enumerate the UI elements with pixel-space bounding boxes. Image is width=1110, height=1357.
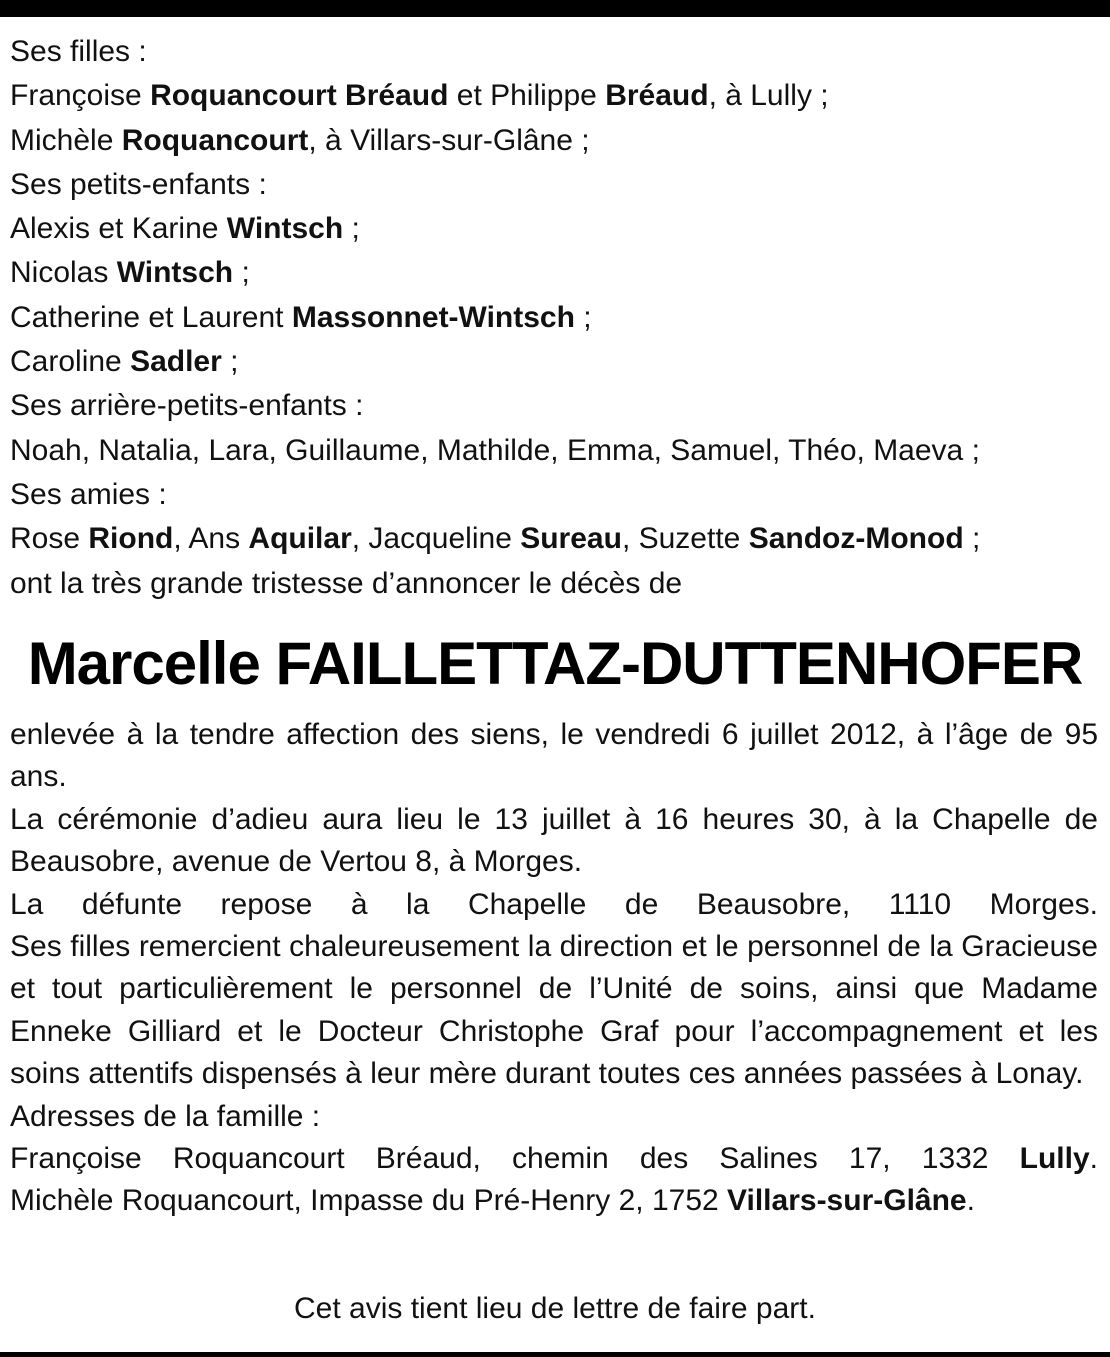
address-1-text: Françoise Roquancourt Bréaud, chemin des Salines 17, 1332 [10, 1142, 1020, 1176]
friends-heading: Ses amies : [10, 477, 167, 511]
grandchildren-heading: Ses petits-enfants : [10, 167, 267, 201]
friend-3-surname: Sureau [520, 522, 622, 556]
addresses-heading: Adresses de la famille : [10, 1099, 321, 1133]
friend-2-surname: Aquilar [248, 522, 352, 556]
grandchild-2-first: Nicolas [10, 256, 117, 290]
daughter-2-surname: Roquancourt [121, 123, 309, 157]
bottom-border-rule [0, 1352, 1110, 1357]
address-2-city: Villars-sur-Glâne [727, 1184, 967, 1218]
friends-tail: ; [963, 522, 981, 556]
grandchild-1-tail: ; [343, 212, 360, 246]
daughter-line-2 [10, 119, 1098, 163]
great-grandchildren-heading: Ses arrière-petits-enfants : [10, 389, 364, 423]
grandchild-4-tail: ; [221, 345, 239, 379]
address-1-tail: . [1089, 1142, 1098, 1176]
address-2-text: Michèle Roquancourt, Impasse du Pré-Henry 2, 1752 [10, 1184, 728, 1218]
address-1-city: Lully [1019, 1142, 1090, 1176]
great-grandchildren-names: Noah, Natalia, Lara, Guillaume, Mathilde, Emma, Samuel, Théo, Maeva ; [10, 433, 980, 467]
grandchild-4-first: Caroline [10, 345, 131, 379]
passing-paragraph: enlevée à la tendre affection des siens, le vendredi 6 juillet 2012, à l’âge de 95 ans. [10, 718, 1098, 794]
address-line-2 [10, 1180, 1098, 1222]
announcement-line: ont la très grande tristesse d’annoncer le décès de [10, 566, 683, 600]
grandchild-2-surname: Wintsch [116, 256, 234, 290]
grandchild-line-3 [10, 296, 1098, 340]
grandchild-3-tail: ; [574, 300, 592, 334]
grandchild-2-tail: ; [233, 256, 250, 290]
daughter-1-surname: Roquancourt Bréaud [150, 79, 449, 113]
address-2-tail: . [966, 1184, 975, 1218]
grandchild-3-surname: Massonnet-Wintsch [291, 300, 575, 334]
grandchild-1-surname: Wintsch [226, 212, 344, 246]
daughter-2-tail: , à Villars-sur-Glâne ; [308, 123, 590, 157]
daughter-line-1 [10, 74, 1098, 118]
ceremony-paragraph: La cérémonie d’adieu aura lieu le 13 juillet à 16 heures 30, à la Chapelle de Beausobre, avenue de Vertou 8, à Morges. [10, 802, 1098, 879]
top-border-rule [0, 0, 1110, 17]
friends-line [10, 517, 1098, 561]
grandchild-line-4 [10, 340, 1098, 384]
friend-4-surname: Sandoz-Monod [748, 522, 964, 556]
grandchild-line-1 [10, 207, 1098, 251]
closing-statement: Cet avis tient lieu de lettre de faire part. [294, 1292, 816, 1325]
friend-1-first: Rose [10, 522, 89, 556]
daughter-2-first-name: Michèle [10, 123, 122, 157]
grandchild-1-first: Alexis et Karine [10, 212, 227, 246]
daughter-1-partner-surname: Bréaud [605, 79, 709, 113]
friend-4-first: , Suzette [621, 522, 749, 556]
grandchild-4-surname: Sadler [130, 345, 222, 379]
friend-2-first: , Ans [173, 522, 249, 556]
grandchild-line-2 [10, 251, 1098, 295]
deceased-name-heading: Marcelle FAILLETTAZ-DUTTENHOFER [27, 630, 1083, 697]
friend-3-first: , Jacqueline [351, 522, 521, 556]
daughter-1-tail: , à Lully ; [708, 79, 829, 113]
family-list [10, 30, 1098, 606]
notice-body [10, 714, 1098, 1223]
daughters-heading: Ses filles : [10, 35, 147, 68]
grandchild-3-first: Catherine et Laurent [10, 300, 292, 334]
daughter-1-first-name: Françoise [10, 79, 151, 113]
friend-1-surname: Riond [88, 522, 174, 556]
address-line-1 [10, 1138, 1098, 1180]
thanks-paragraph: Ses filles remercient chaleureusement la direction et le personnel de la Gracieuse et tout particulièrement le personnel de l’Unité de soins, ainsi que Madame Enneke Gilliard et le Docteur Christophe Graf pour l’accompagnement et les soins attentifs dispensés à leur mère durant toutes ces années passées à Lonay. [10, 930, 1098, 1091]
daughter-1-middle: et Philippe [448, 79, 606, 113]
repose-paragraph: La défunte repose à la Chapelle de Beausobre, 1110 Morges. [10, 887, 1098, 921]
